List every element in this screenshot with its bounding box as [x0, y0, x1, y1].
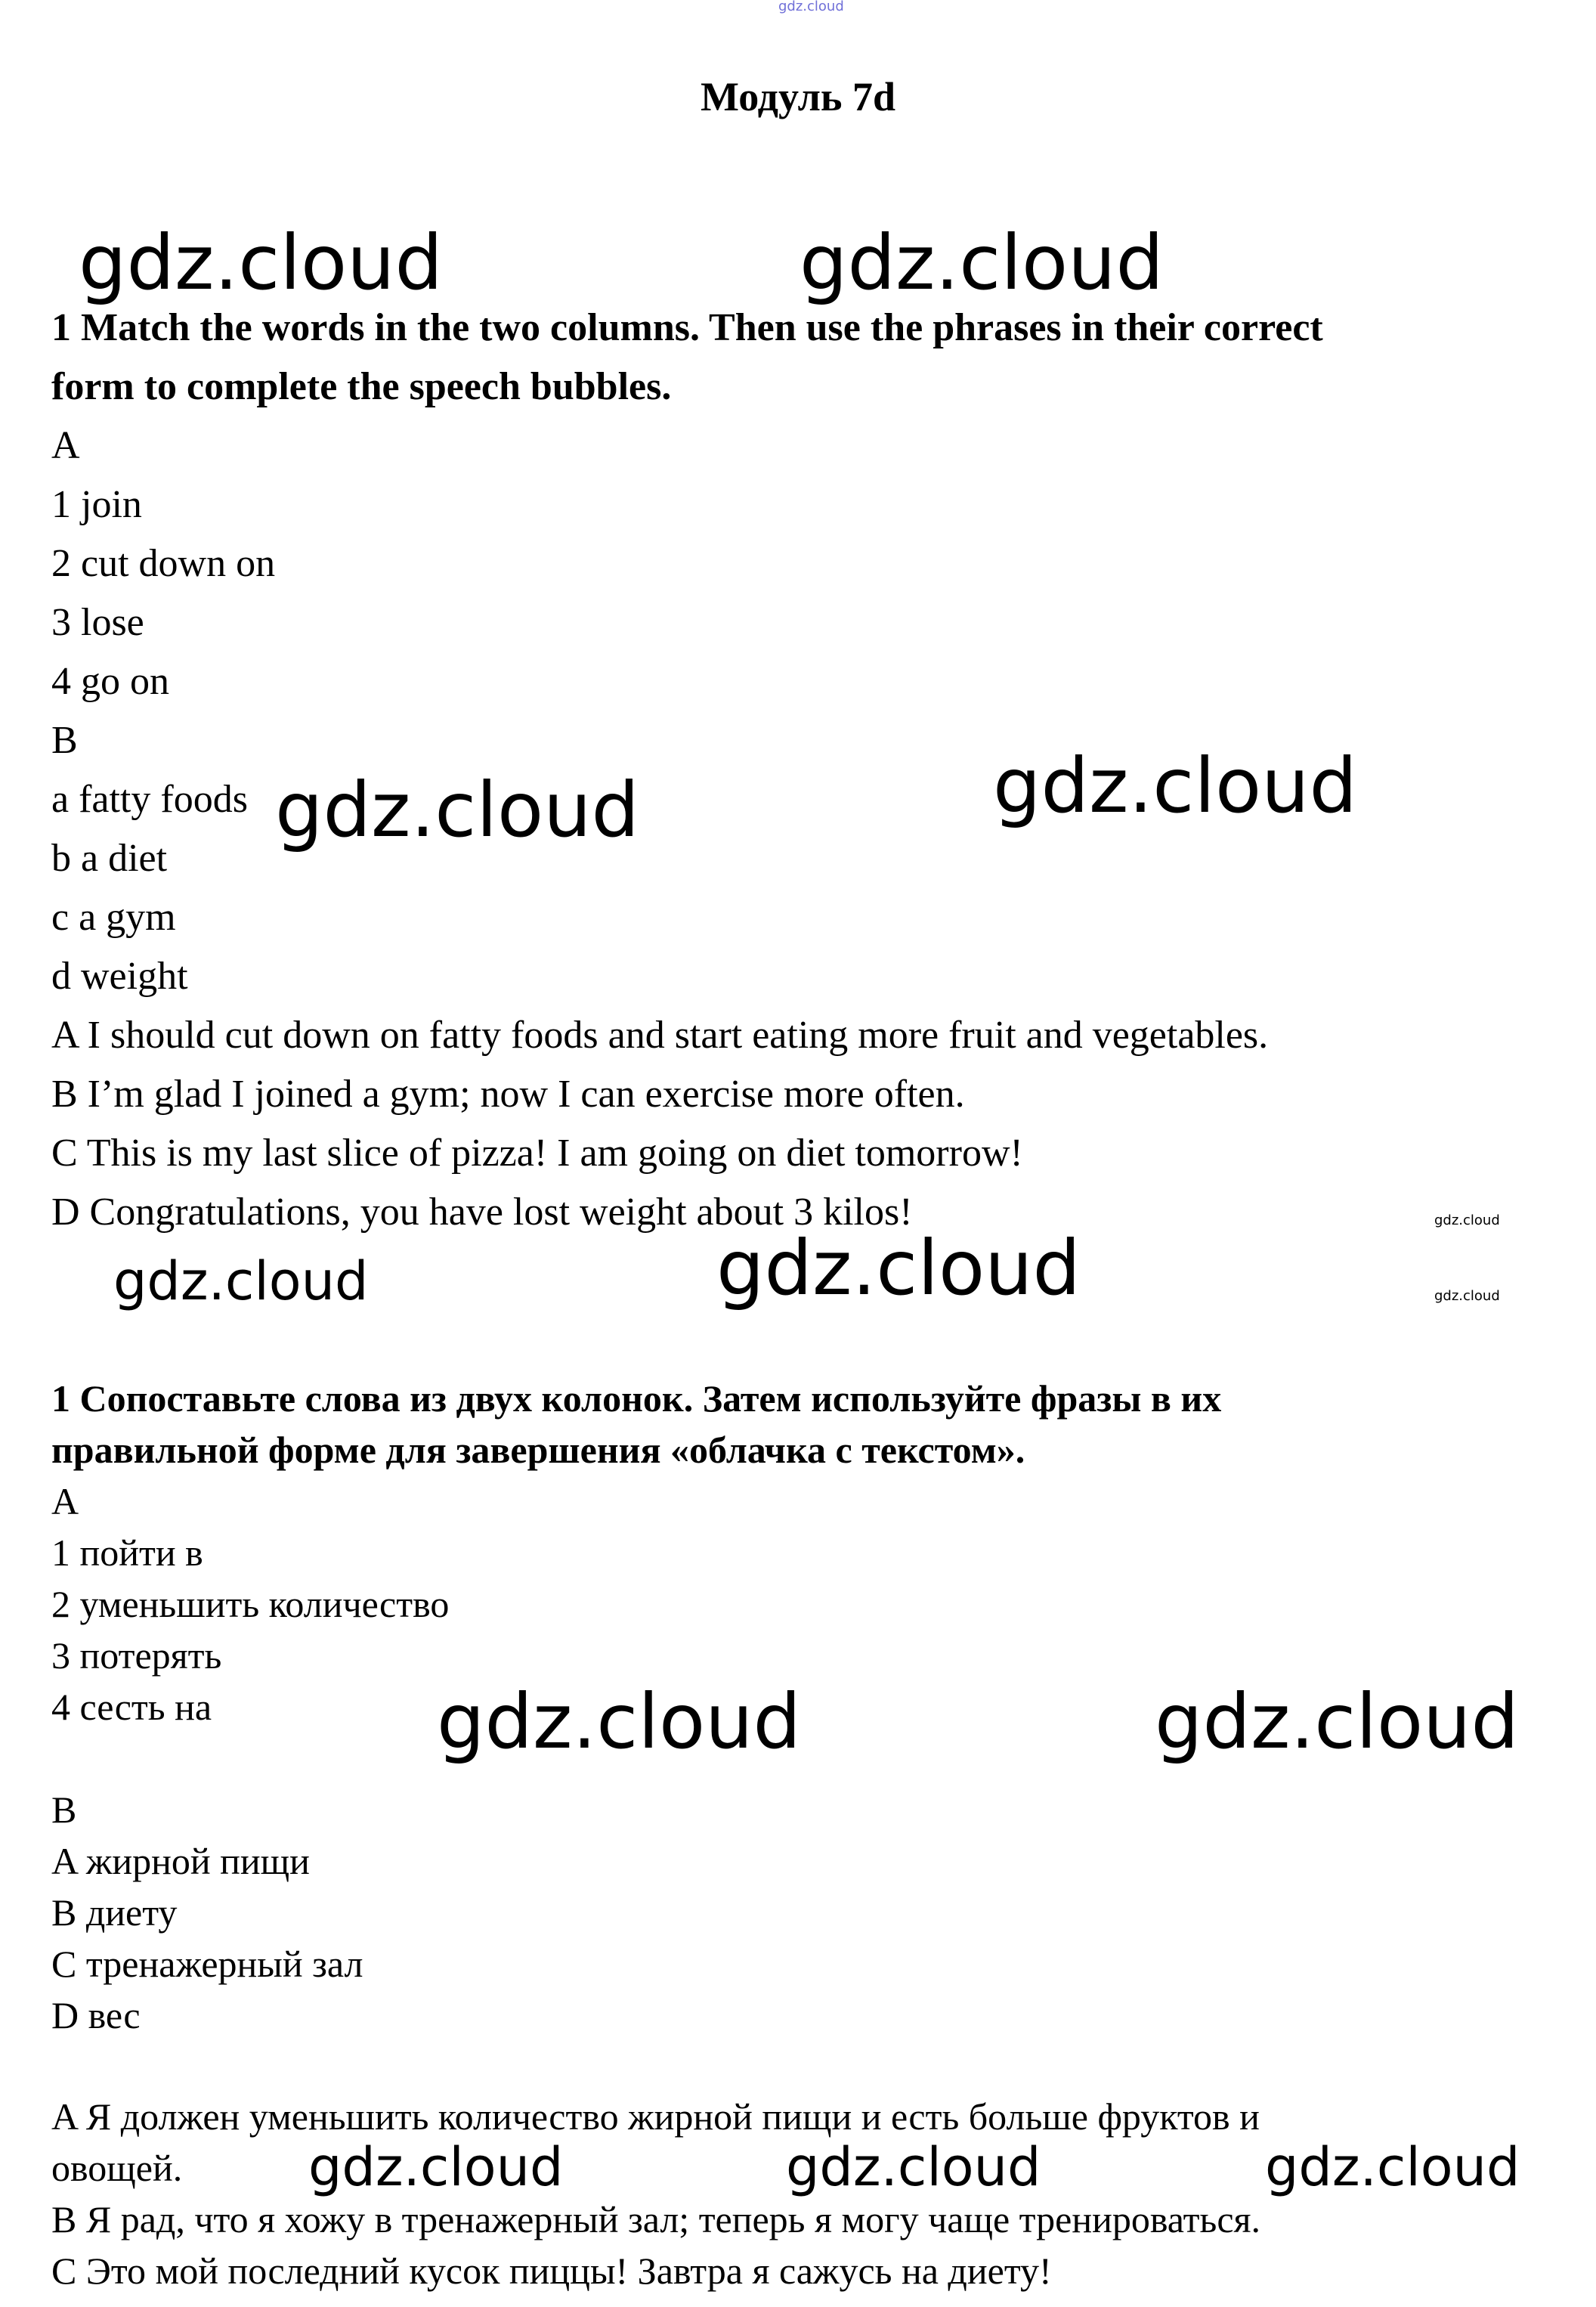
- page-title: Модуль 7d: [700, 74, 896, 119]
- watermark: gdz.cloud: [1265, 2136, 1520, 2198]
- list-item: A жирной пищи: [51, 1840, 310, 1882]
- list-item: 1 join: [51, 483, 142, 526]
- list-item: a fatty foods: [51, 778, 248, 821]
- watermark: gdz.cloud: [437, 1677, 802, 1766]
- watermark: gdz.cloud: [716, 1224, 1081, 1312]
- exercise-heading-ru: 1 Сопоставьте слова из двух колонок. Затем используйте фразы в их: [51, 1377, 1222, 1420]
- watermark: gdz.cloud: [1434, 1288, 1500, 1304]
- list-item: 2 cut down on: [51, 542, 276, 585]
- watermark: gdz.cloud: [1155, 1677, 1520, 1766]
- answer-line: овощей.: [51, 2147, 183, 2189]
- list-item: 3 lose: [51, 601, 144, 644]
- column-b-label-ru: B: [51, 1788, 77, 1831]
- list-item: B диету: [51, 1891, 178, 1934]
- list-item: D вес: [51, 1994, 141, 2036]
- answer-line: C Это мой последний кусок пиццы! Завтра я сажусь на диету!: [51, 2250, 1052, 2292]
- list-item: b a diet: [51, 837, 168, 880]
- list-item: C тренажерный зал: [51, 1943, 363, 1985]
- watermark: gdz.cloud: [79, 218, 444, 307]
- exercise-heading-ru: правильной форме для завершения «облачка с текстом».: [51, 1429, 1025, 1471]
- watermark: gdz.cloud: [308, 2136, 564, 2198]
- watermark-top: gdz.cloud: [778, 0, 844, 14]
- list-item: d weight: [51, 955, 188, 998]
- list-item: 4 сесть на: [51, 1686, 212, 1728]
- column-a-label-ru: A: [51, 1480, 79, 1522]
- list-item: 2 уменьшить количество: [51, 1583, 450, 1625]
- watermark: gdz.cloud: [1434, 1212, 1500, 1228]
- watermark: gdz.cloud: [993, 742, 1358, 830]
- exercise-heading-en: 1 Match the words in the two columns. Then use the phrases in their correct: [51, 306, 1323, 349]
- watermark: gdz.cloud: [800, 218, 1165, 307]
- answer-line: B I’m glad I joined a gym; now I can exercise more often.: [51, 1073, 965, 1116]
- watermark: gdz.cloud: [786, 2136, 1041, 2198]
- answer-line: B Я рад, что я хожу в тренажерный зал; теперь я могу чаще тренироваться.: [51, 2198, 1261, 2240]
- answer-line: A I should cut down on fatty foods and start eating more fruit and vegetables.: [51, 1014, 1269, 1057]
- list-item: 3 потерять: [51, 1634, 222, 1677]
- list-item: c a gym: [51, 896, 176, 939]
- answer-line: C This is my last slice of pizza! I am going on diet tomorrow!: [51, 1132, 1023, 1175]
- list-item: 4 go on: [51, 660, 169, 703]
- watermark: gdz.cloud: [113, 1250, 369, 1312]
- column-b-label-en: B: [51, 719, 78, 762]
- exercise-heading-en: form to complete the speech bubbles.: [51, 365, 672, 408]
- answer-line: D Congratulations, you have lost weight about 3 kilos!: [51, 1191, 913, 1234]
- column-a-label-en: A: [51, 424, 80, 467]
- watermark: gdz.cloud: [275, 766, 640, 854]
- list-item: 1 пойти в: [51, 1531, 203, 1574]
- answer-line: A Я должен уменьшить количество жирной пищи и есть больше фруктов и: [51, 2095, 1260, 2138]
